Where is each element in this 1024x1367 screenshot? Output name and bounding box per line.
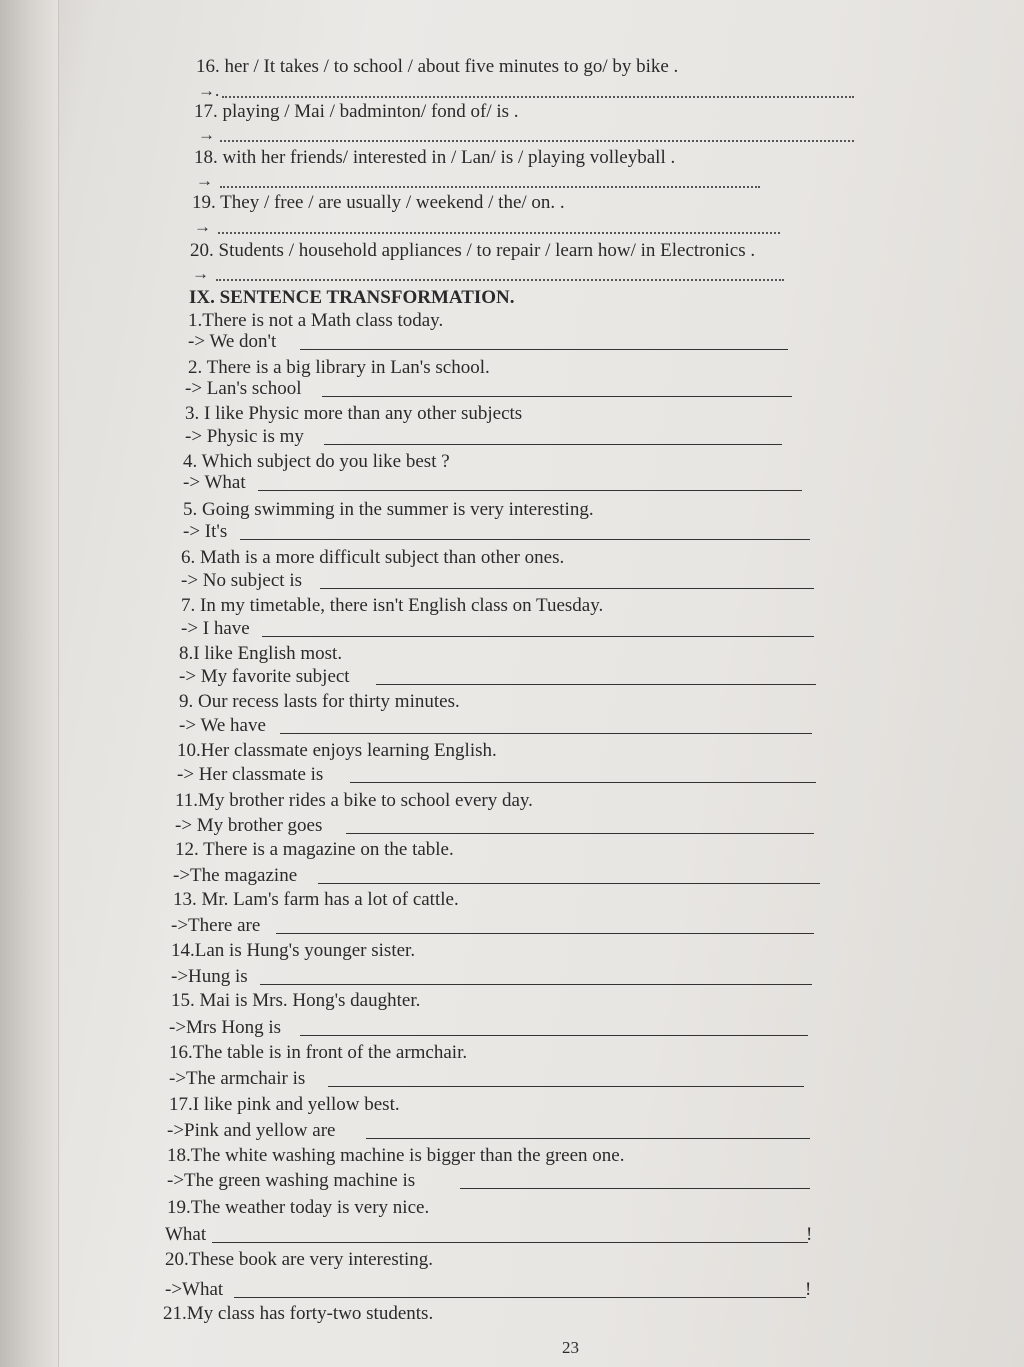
transform-question: 14.Lan is Hung's younger sister. (171, 940, 416, 961)
answer-blank[interactable] (460, 1188, 810, 1189)
transform-question: 2. There is a big library in Lan's school. (188, 357, 490, 378)
answer-blank[interactable] (258, 490, 802, 491)
transform-question: 3. I like Physic more than any other subjects (185, 403, 523, 424)
transform-answer: -> We have (0, 711, 1024, 741)
answer-blank[interactable] (324, 444, 782, 445)
transform-question: 7. In my timetable, there isn't English class on Tuesday. (181, 595, 604, 616)
transform-answer: ->Pink and yellow are (0, 1116, 1024, 1146)
transform-answer: -> Physic is my (0, 422, 1024, 452)
transform-answer: -> Her classmate is (0, 760, 1024, 790)
transform-answer: ->Mrs Hong is (0, 1013, 1024, 1043)
answer-blank[interactable] (240, 539, 810, 540)
transform-question: 9. Our recess lasts for thirty minutes. (179, 691, 460, 712)
transform-answer: -> It's (0, 517, 1024, 547)
transform-question: 19.The weather today is very nice. (167, 1197, 430, 1218)
transform-question: 12. There is a magazine on the table. (175, 839, 454, 860)
rearrange-item: 20. Students / household appliances / to repair / learn how/ in Electronics . (190, 240, 756, 261)
transform-answer: -> My brother goes (0, 811, 1024, 841)
dotted-answer-line[interactable] (220, 180, 760, 188)
answer-blank[interactable] (276, 933, 814, 934)
transform-question: 11.My brother rides a bike to school every day. (175, 790, 533, 811)
transform-answer: ->Hung is (0, 962, 1024, 992)
rearrange-item: 16. her / It takes / to school / about five minutes to go/ by bike . (196, 56, 679, 77)
transform-question: 5. Going swimming in the summer is very interesting. (183, 499, 594, 520)
answer-line: → (0, 212, 1024, 242)
answer-blank[interactable] (366, 1138, 810, 1139)
answer-blank[interactable] (328, 1086, 804, 1087)
answer-blank[interactable] (376, 684, 816, 685)
answer-blank[interactable] (300, 1035, 808, 1036)
transform-answer: -> My favorite subject (0, 662, 1024, 692)
transform-question: 15. Mai is Mrs. Hong's daughter. (171, 990, 421, 1011)
answer-blank[interactable] (300, 349, 788, 350)
answer-blank[interactable] (318, 883, 820, 884)
transform-question: 21.My class has forty-two students. (163, 1303, 434, 1324)
answer-blank[interactable] (346, 833, 814, 834)
section-heading: IX. SENTENCE TRANSFORMATION. (189, 287, 515, 308)
page-number: 23 (562, 1338, 579, 1357)
transform-question: 6. Math is a more difficult subject than other ones. (181, 547, 565, 568)
dotted-answer-line[interactable] (218, 226, 780, 234)
transform-question: 18.The white washing machine is bigger than the green one. (167, 1145, 625, 1166)
dotted-answer-line[interactable] (216, 273, 784, 281)
transform-answer: -> What (0, 468, 1024, 498)
answer-blank[interactable] (280, 733, 812, 734)
transform-answer: ->The green washing machine is (0, 1166, 1024, 1196)
answer-blank[interactable] (260, 984, 812, 985)
transform-answer: What ! (165, 1224, 813, 1245)
transform-answer: ->There are (0, 911, 1024, 941)
answer-line: → (0, 259, 1024, 289)
rearrange-item: 19. They / free / are usually / weekend / the/ on. . (192, 192, 565, 213)
answer-blank[interactable] (212, 1242, 808, 1243)
transform-question: 17.I like pink and yellow best. (169, 1094, 400, 1115)
transform-question: 13. Mr. Lam's farm has a lot of cattle. (173, 889, 459, 910)
transform-question: 16.The table is in front of the armchair. (169, 1042, 468, 1063)
dotted-answer-line[interactable] (220, 134, 854, 142)
answer-blank[interactable] (320, 588, 814, 589)
answer-line: → (0, 166, 1024, 196)
answer-blank[interactable] (350, 782, 816, 783)
transform-question: 1.There is not a Math class today. (188, 310, 444, 331)
transform-question: 20.These book are very interesting. (165, 1249, 434, 1270)
transform-answer: -> No subject is (0, 566, 1024, 596)
transform-answer: -> Lan's school (0, 374, 1024, 404)
transform-answer: ->The armchair is (0, 1064, 1024, 1094)
transform-question: 4. Which subject do you like best ? (183, 451, 450, 472)
transform-answer: ->The magazine (0, 861, 1024, 891)
rearrange-item: 18. with her friends/ interested in / Lan/ is / playing volleyball . (194, 147, 676, 168)
answer-line: →. (0, 76, 1024, 106)
answer-blank[interactable] (234, 1297, 806, 1298)
transform-question: 8.I like English most. (179, 643, 343, 664)
transform-answer: -> I have (0, 614, 1024, 644)
answer-blank[interactable] (262, 636, 814, 637)
answer-blank[interactable] (322, 396, 792, 397)
transform-answer: ->What ! (165, 1279, 812, 1300)
answer-line: → (0, 120, 1024, 150)
transform-answer: -> We don't (0, 327, 1024, 357)
transform-question: 10.Her classmate enjoys learning English. (177, 740, 497, 761)
rearrange-item: 17. playing / Mai / badminton/ fond of/ is . (194, 101, 519, 122)
